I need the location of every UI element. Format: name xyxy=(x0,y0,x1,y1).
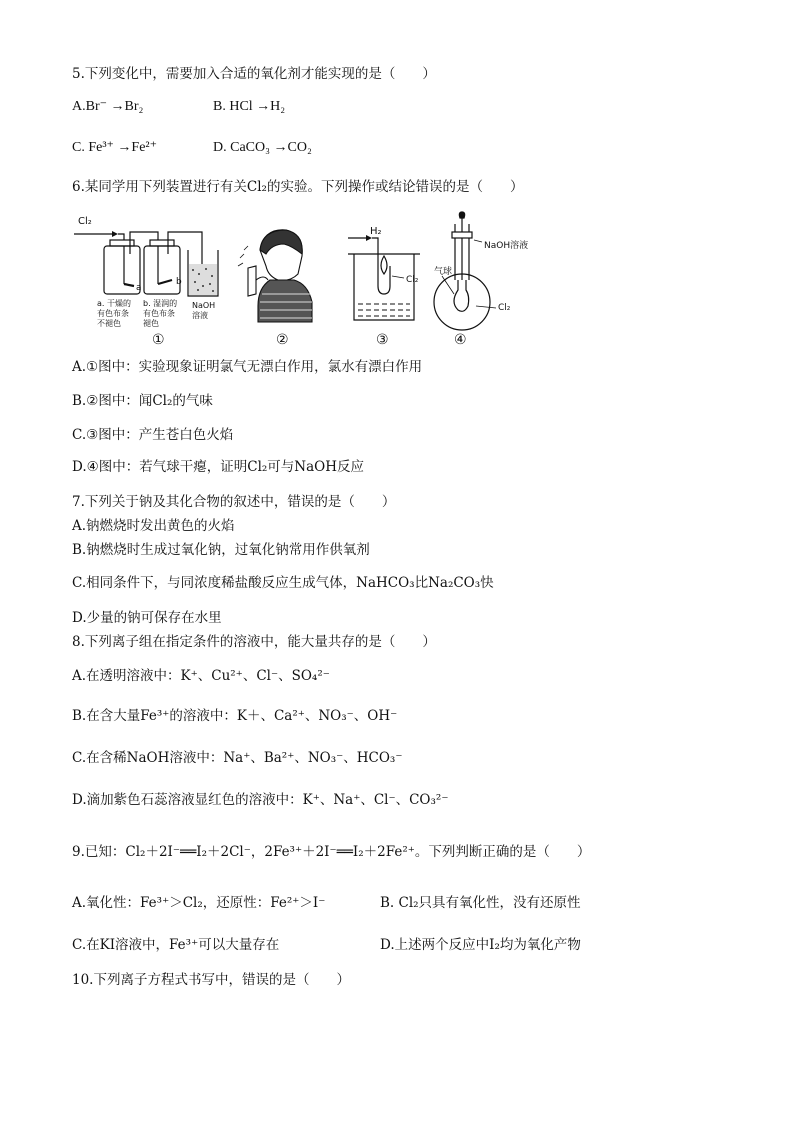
caption-naoh-line1: NaOH xyxy=(192,301,216,310)
q5-stem: 5.下列变化中，需要加入合适的氧化剂才能实现的是（ ） xyxy=(72,66,436,82)
q6-apparatus-figure xyxy=(72,210,552,350)
figure-number-2: ② xyxy=(276,332,289,348)
caption-b-line3: 褪色 xyxy=(143,319,159,328)
apparatus-3 xyxy=(348,226,420,348)
balloon-label: 气球 xyxy=(434,267,453,277)
bottle-b xyxy=(144,246,180,294)
flame-icon xyxy=(381,256,387,274)
q7-option-d: D.少量的钠可保存在水里 xyxy=(72,610,222,626)
q8-option-b: B.在含大量Fe³⁺的溶液中：K＋、Ca²⁺、NO₃⁻、OH⁻ xyxy=(72,708,398,724)
q10-stem: 10.下列离子方程式书写中，错误的是（ ） xyxy=(72,972,350,988)
bottle-a xyxy=(104,246,140,294)
q8-option-d: D.滴加紫色石蕊溶液显红色的溶液中：K⁺、Na⁺、Cl⁻、CO₃²⁻ xyxy=(72,792,449,808)
q9-stem: 9.已知：Cl₂＋2I⁻══I₂＋2Cl⁻，2Fe³⁺＋2I⁻══I₂＋2Fe²⁺。下列判断正确的是（ ） xyxy=(72,844,591,860)
h2-label: H₂ xyxy=(370,226,382,237)
balloon-icon xyxy=(454,280,469,311)
arrow-head-icon xyxy=(112,231,118,237)
q6-option-c: C.③图中：产生苍白色火焰 xyxy=(72,427,234,443)
caption-b-line2: 有色布条 xyxy=(143,309,175,318)
q9-option-d: D.上述两个反应中I₂均为氧化产物 xyxy=(380,937,581,953)
apparatus-4 xyxy=(434,212,528,348)
q9-option-b: B. Cl₂只具有氧化性，没有还原性 xyxy=(380,895,581,911)
q9-option-a: A.氧化性：Fe³⁺＞Cl₂，还原性：Fe²⁺＞I⁻ xyxy=(72,895,326,911)
caption-a-line3: 不褪色 xyxy=(97,319,121,328)
figure-number-4: ④ xyxy=(454,332,467,348)
q5-option-d: D. CaCO₃ →CO₂ xyxy=(213,140,312,155)
caption-naoh-line2: 溶液 xyxy=(192,311,208,320)
gas-jar xyxy=(248,266,256,296)
q7-option-c: C.相同条件下，与同浓度稀盐酸反应生成气体，NaHCO₃比Na₂CO₃快 xyxy=(72,575,494,591)
q5-option-c: C. Fe³⁺ →Fe²⁺ xyxy=(72,140,158,155)
label-b: b xyxy=(176,277,182,287)
caption-a-line2: 有色布条 xyxy=(97,309,129,318)
q7-stem: 7.下列关于钠及其化合物的叙述中，错误的是（ ） xyxy=(72,494,396,510)
q8-option-a: A.在透明溶液中：K⁺、Cu²⁺、Cl⁻、SO₄²⁻ xyxy=(72,668,330,684)
q6-option-b: B.②图中：闻Cl₂的气味 xyxy=(72,393,213,409)
figure-number-3: ③ xyxy=(376,332,389,348)
q6-option-a: A.①图中：实验现象证明氯气无漂白作用，氯水有漂白作用 xyxy=(72,359,423,375)
label-a: a xyxy=(136,283,142,293)
cl2-label-3: Cl₂ xyxy=(406,275,419,285)
q9-option-c: C.在KI溶液中，Fe³⁺可以大量存在 xyxy=(72,937,280,953)
cl2-label-4: Cl₂ xyxy=(498,303,511,313)
caption-b-line1: b. 湿润的 xyxy=(143,299,178,308)
naoh-label-4: NaOH溶液 xyxy=(484,241,529,251)
figure-number-1: ① xyxy=(152,332,165,348)
q8-option-c: C.在含稀NaOH溶液中：Na⁺、Ba²⁺、NO₃⁻、HCO₃⁻ xyxy=(72,750,403,766)
q5-option-b: B. HCl →H₂ xyxy=(213,99,286,114)
q7-option-a: A.钠燃烧时发出黄色的火焰 xyxy=(72,518,235,534)
apparatus-2-person xyxy=(238,230,312,348)
dropper-bulb xyxy=(459,212,464,218)
q7-option-b: B.钠燃烧时生成过氧化钠，过氧化钠常用作供氧剂 xyxy=(72,542,370,558)
q5-option-a: A.Br⁻ →Br₂ xyxy=(72,99,144,114)
q6-stem: 6.某同学用下列装置进行有关Cl₂的实验。下列操作或结论错误的是（ ） xyxy=(72,179,524,195)
caption-a-line1: a. 干燥的 xyxy=(97,299,131,308)
cl2-label-1: Cl₂ xyxy=(78,216,92,227)
q6-option-d: D.④图中：若气球干瘪，证明Cl₂可与NaOH反应 xyxy=(72,459,364,475)
apparatus-1 xyxy=(74,216,218,348)
q8-stem: 8.下列离子组在指定条件的溶液中，能大量共存的是（ ） xyxy=(72,634,436,650)
